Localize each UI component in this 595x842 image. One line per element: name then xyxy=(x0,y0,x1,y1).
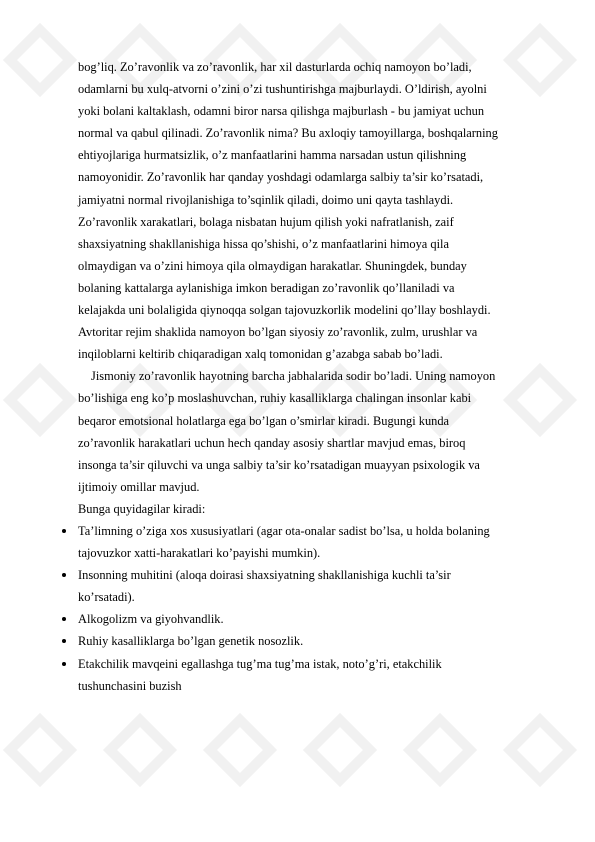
paragraph-first-line: Jismoniy zo’ravonlik hayotning barcha jabhalarida sodir bo’ladi. Uning namoyon xyxy=(91,369,496,384)
text-line: Zo’ravonlik xarakatlari, bolaga nisbatan hujum qilish yoki nafratlanish, zaif xyxy=(78,214,454,229)
bullet-icon xyxy=(62,529,66,533)
list-item-text: Insonning muhitini (aloqa doirasi shaxsiyatning shakllanishiga kuchli ta’sir xyxy=(78,568,451,583)
text-line: Bunga quyidagilar kiradi: xyxy=(78,501,206,516)
text-line: bog’liq. Zo’ravonlik va zo’ravonlik, har xil dasturlarda ochiq namoyon bo’ladi, xyxy=(78,60,472,74)
text-line: shaxsiyatning shakllanishiga hissa qo’shishi, o’z manfaatlarini himoya qila xyxy=(78,236,449,251)
bullet-icon xyxy=(62,573,66,577)
list-item-text: Ruhiy kasalliklarga bo’lgan genetik nosozlik. xyxy=(78,634,304,649)
list-item xyxy=(78,630,558,652)
list-item xyxy=(78,520,558,542)
text-line: ehtiyojlariga hurmatsizlik, o’z manfaatlarini hamma narsadan ustun qilishning xyxy=(78,148,467,163)
list-item xyxy=(78,608,558,630)
text-line: yoki bolani kaltaklash, odamni biror narsa qilishga majburlash - bu jamiyat uchun xyxy=(78,104,485,119)
text-line: namoyonidir. Zo’ravonlik har qanday yoshdagi odamlarga salbiy ta’sir ko’rsatadi, xyxy=(78,170,484,185)
text-line: insonga ta’sir qiluvchi va unga salbiy ta’sir ko’rsatadigan muayyan psixologik va xyxy=(78,457,480,472)
text-line: olmaydigan va o’zini himoya qila olmaydigan harakatlar. Shuningdek, bunday xyxy=(78,258,467,273)
text-line: beqaror emotsional holatlarga ega bo’lgan o’smirlar kiradi. Bugungi kunda xyxy=(78,413,450,428)
list-item-text: Ta’limning o’ziga xos xususiyatlari (agar ota-onalar sadist bo’lsa, u holda bolaning xyxy=(78,523,490,538)
list-item-continuation: ko’rsatadi). xyxy=(78,590,135,605)
list-item xyxy=(78,653,558,675)
text-line: Avtoritar rejim shaklida namoyon bo’lgan siyosiy zo’ravonlik, zulm, urushlar va xyxy=(78,325,478,340)
bullet-icon xyxy=(62,662,66,666)
list-item xyxy=(78,564,558,586)
bullet-icon xyxy=(62,639,66,643)
list-item-text: Alkogolizm va giyohvandlik. xyxy=(78,612,224,627)
body-text xyxy=(78,56,558,697)
text-line: jamiyatni normal rivojlanishiga to’sqinlik qiladi, doimo uni qayta tashlaydi. xyxy=(78,192,454,207)
text-line: bo’lishiga eng ko’p moslashuvchan, ruhiy kasalliklarga chalingan insonlar kabi xyxy=(78,391,472,406)
text-line: normal va qabul qilinadi. Zo’ravonlik nima? Bu axloqiy tamoyillarga, boshqalarning xyxy=(78,126,498,141)
bullet-icon xyxy=(62,617,66,621)
text-line: zo’ravonlik harakatlari uchun hech qanday asosiy shartlar mavjud emas, biroq xyxy=(78,435,466,450)
text-line: kelajakda uni bolaligida qiynoqqa solgan tajovuzkorlik modelini qo’llay boshlaydi. xyxy=(78,303,491,318)
list-item-continuation: tushunchasini buzish xyxy=(78,678,182,693)
text-line: odamlarni bu xulq-atvorni o’zini o’zi tushuntirishga majburlaydi. O’ldirish, ayolni xyxy=(78,82,487,97)
list-item-text: Etakchilik mavqeini egallashga tug’ma tug’ma istak, noto’g’ri, etakchilik xyxy=(78,656,442,671)
text-line: inqiloblarni keltirib chiqaradigan xalq tomonidan g’azabga sabab bo’ladi. xyxy=(78,347,443,362)
text-line: bolaning kattalarga aylanishiga imkon beradigan zo’ravonlik qo’llaniladi va xyxy=(78,280,455,295)
text-line: ijtimoiy omillar mavjud. xyxy=(78,479,200,494)
list-item-continuation: tajovuzkor xatti-harakatlari ko’payishi mumkin). xyxy=(78,546,321,561)
